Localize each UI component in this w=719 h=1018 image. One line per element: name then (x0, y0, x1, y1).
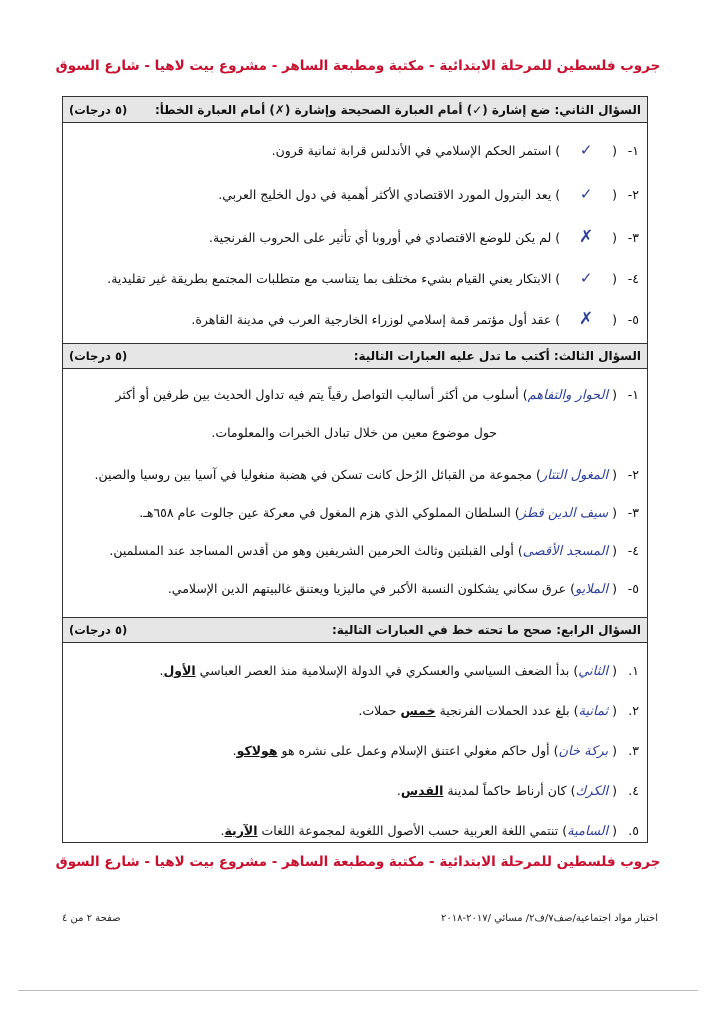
questions-frame (62, 96, 648, 843)
item-number: ٣- (627, 505, 639, 520)
cross-mark-icon: ✗ (579, 309, 594, 329)
item-text-end: . (232, 743, 237, 758)
item-text: بدأ الضعف السياسي والعسكري في الدولة الإسلامية منذ العصر العباسي (199, 663, 570, 678)
item-text-end: . (220, 823, 225, 838)
q4-header (63, 617, 647, 643)
item-text-end: . (159, 663, 164, 678)
page-footer (62, 913, 658, 924)
underlined-word: خمس (400, 703, 436, 718)
item-number: ٢. (628, 703, 639, 718)
q3-title: السؤال الثالث: أكتب ما تدل عليه العبارات التالية: (353, 349, 641, 363)
q3-item: ٤-( المسجد الأقصى) أولى القبلتين وثالث الحرمين الشريفين وهو من أقدس المساجد عند المسلمين. (109, 543, 639, 559)
check-mark-icon: ✓ (579, 269, 593, 287)
q3-item: ١-( الحوار والتفاهم) أسلوب من أكثر أساليب التواصل رقياً يتم فيه تداول الحديث بين طرفين أو أكثر (115, 387, 639, 403)
handwritten-answer: الحوار والتفاهم (527, 388, 609, 403)
footer-banner: جروب فلسطين للمرحلة الابتدائية - مكتبة ومطبعة الساهر - مشروع بيت لاهيا - شارع السوق (55, 854, 661, 870)
q2-item: ٥-( ✗ ) عقد أول مؤتمر قمة إسلامي لوزراء الخارجية العرب في مدينة القاهرة. (191, 309, 639, 329)
handwritten-answer: السامية (567, 824, 609, 839)
q4-marks: (٥ درجات) (69, 623, 128, 637)
item-number: ١. (628, 663, 639, 678)
exam-page (18, 18, 698, 988)
q4-item: ٤.( الكرك) كان أرناط حاكماً لمدينة القدس. (396, 783, 639, 799)
item-text: تنتمي اللغة العربية حسب الأصول اللغوية لمجموعة اللغات (261, 823, 559, 838)
q2-item: ٤-( ✓ ) الابتكار يعني القيام بشيء مختلف بما يتناسب مع متطلبات المجتمع بطريقة غير تقليدية. (107, 269, 639, 287)
check-mark-icon: ✓ (579, 185, 593, 203)
item-text: كان أرناط حاكماً لمدينة (447, 783, 567, 798)
item-number: ٤- (627, 271, 639, 286)
q2-item: ٢-( ✓ ) يعد البترول المورد الاقتصادي الأكثر أهمية في دول الخليج العربي. (218, 185, 639, 203)
item-text: أولى القبلتين وثالث الحرمين الشريفين وهو من أقدس المساجد عند المسلمين. (109, 543, 514, 558)
item-number: ٣- (627, 230, 639, 245)
header-banner: جروب فلسطين للمرحلة الابتدائية - مكتبة ومطبعة الساهر - مشروع بيت لاهيا - شارع السوق (55, 58, 661, 74)
item-number: ١- (627, 387, 639, 402)
item-text: أسلوب من أكثر أساليب التواصل رقياً يتم فيه تداول الحديث بين طرفين أو أكثر (115, 387, 519, 402)
q4-item: ١.( الثاني) بدأ الضعف السياسي والعسكري في الدولة الإسلامية منذ العصر العباسي الأول. (159, 663, 639, 679)
q3-item: ٣-( سيف الدين قطز) السلطان المملوكي الذي هزم المغول في معركة عين جالوت عام ٦٥٨هـ. (139, 505, 639, 521)
item-text-end: حملات. (358, 703, 397, 718)
item-number: ١- (627, 143, 639, 158)
item-text: بلغ عدد الحملات الفرنجية (439, 703, 570, 718)
check-mark-icon: ✓ (579, 141, 593, 159)
cross-mark-icon: ✗ (579, 227, 594, 247)
underlined-word: الأول (163, 663, 196, 678)
handwritten-answer: المسجد الأقصى (522, 544, 609, 559)
handwritten-answer: ثمانية (578, 704, 609, 719)
handwritten-answer: الملايو (574, 582, 609, 597)
q4-title: السؤال الرابع: صحح ما تحته خط في العبارات التالية: (331, 623, 641, 637)
underlined-word: هولاكو (236, 743, 278, 758)
q3-item: ٢-( المغول التتار) مجموعة من القبائل الرُحل كانت تسكن في هضبة منغوليا في آسيا بين روسيا والصين. (94, 467, 639, 483)
handwritten-answer: الثاني (578, 664, 609, 679)
item-number: ٢- (627, 467, 639, 482)
q2-header (63, 97, 647, 123)
handwritten-answer: المغول التتار (540, 468, 609, 483)
q4-item: ٣.( بركة خان) أول حاكم مغولي اعتنق الإسلام وعمل على نشره هو هولاكو. (232, 743, 639, 759)
item-number: ٤- (627, 543, 639, 558)
item-text: أول حاكم مغولي اعتنق الإسلام وعمل على نشره هو (281, 743, 550, 758)
exam-info: اختبار مواد اجتماعية/صف٧/ف٢/ مسائي /٢٠١٧-٢٠١٨ (441, 913, 658, 924)
q3-item-continuation: حول موضوع معين من خلال تبادل الخبرات والمعلومات. (211, 425, 497, 440)
page-number: صفحة ٢ من ٤ (62, 913, 121, 924)
handwritten-answer: بركة خان (558, 744, 609, 759)
underlined-word: الآرية (224, 823, 258, 838)
item-text: استمر الحكم الإسلامي في الأندلس قرابة ثمانية قرون. (271, 143, 552, 158)
q3-marks: (٥ درجات) (69, 349, 128, 363)
item-number: ٢- (627, 187, 639, 202)
item-text: الابتكار يعني القيام بشيء مختلف بما يتناسب مع متطلبات المجتمع بطريقة غير تقليدية. (107, 271, 552, 286)
q3-header (63, 343, 647, 369)
q4-item: ٥.( السامية) تنتمي اللغة العربية حسب الأصول اللغوية لمجموعة اللغات الآرية. (220, 823, 639, 839)
item-text: عقد أول مؤتمر قمة إسلامي لوزراء الخارجية العرب في مدينة القاهرة. (191, 312, 552, 327)
q2-item: ١-( ✓ ) استمر الحكم الإسلامي في الأندلس قرابة ثمانية قرون. (271, 141, 639, 159)
q3-item: ٥-( الملايو) عرق سكاني يشكلون النسبة الأكبر في ماليزيا ويعتنق غالبيتهم الدين الإسلامي. (167, 581, 639, 597)
handwritten-answer: سيف الدين قطز (519, 506, 609, 521)
item-text-end: . (396, 783, 401, 798)
item-text: لم يكن للوضع الاقتصادي في أوروبا أي تأثير على الحروب الفرنجية. (209, 230, 552, 245)
item-number: ٥- (627, 312, 639, 327)
underlined-word: القدس (400, 783, 444, 798)
q4-item: ٢.( ثمانية) بلغ عدد الحملات الفرنجية خمس حملات. (358, 703, 639, 719)
page-edge-divider (18, 990, 698, 991)
item-number: ٥- (627, 581, 639, 596)
q2-marks: (٥ درجات) (69, 102, 128, 117)
item-text: مجموعة من القبائل الرُحل كانت تسكن في هضبة منغوليا في آسيا بين روسيا والصين. (94, 467, 532, 482)
q2-title: السؤال الثاني: ضع إشارة (✓) أمام العبارة الصحيحة وإشارة (✗) أمام العبارة الخطأ: (154, 102, 641, 117)
item-number: ٤. (628, 783, 639, 798)
q2-item: ٣-( ✗ ) لم يكن للوضع الاقتصادي في أوروبا أي تأثير على الحروب الفرنجية. (209, 227, 639, 247)
item-text: عرق سكاني يشكلون النسبة الأكبر في ماليزيا ويعتنق غالبيتهم الدين الإسلامي. (167, 581, 567, 596)
item-text: يعد البترول المورد الاقتصادي الأكثر أهمية في دول الخليج العربي. (218, 187, 552, 202)
handwritten-answer: الكرك (575, 784, 609, 799)
item-number: ٣. (628, 743, 639, 758)
item-number: ٥. (628, 823, 639, 838)
item-text: السلطان المملوكي الذي هزم المغول في معركة عين جالوت عام ٦٥٨هـ. (139, 505, 511, 520)
